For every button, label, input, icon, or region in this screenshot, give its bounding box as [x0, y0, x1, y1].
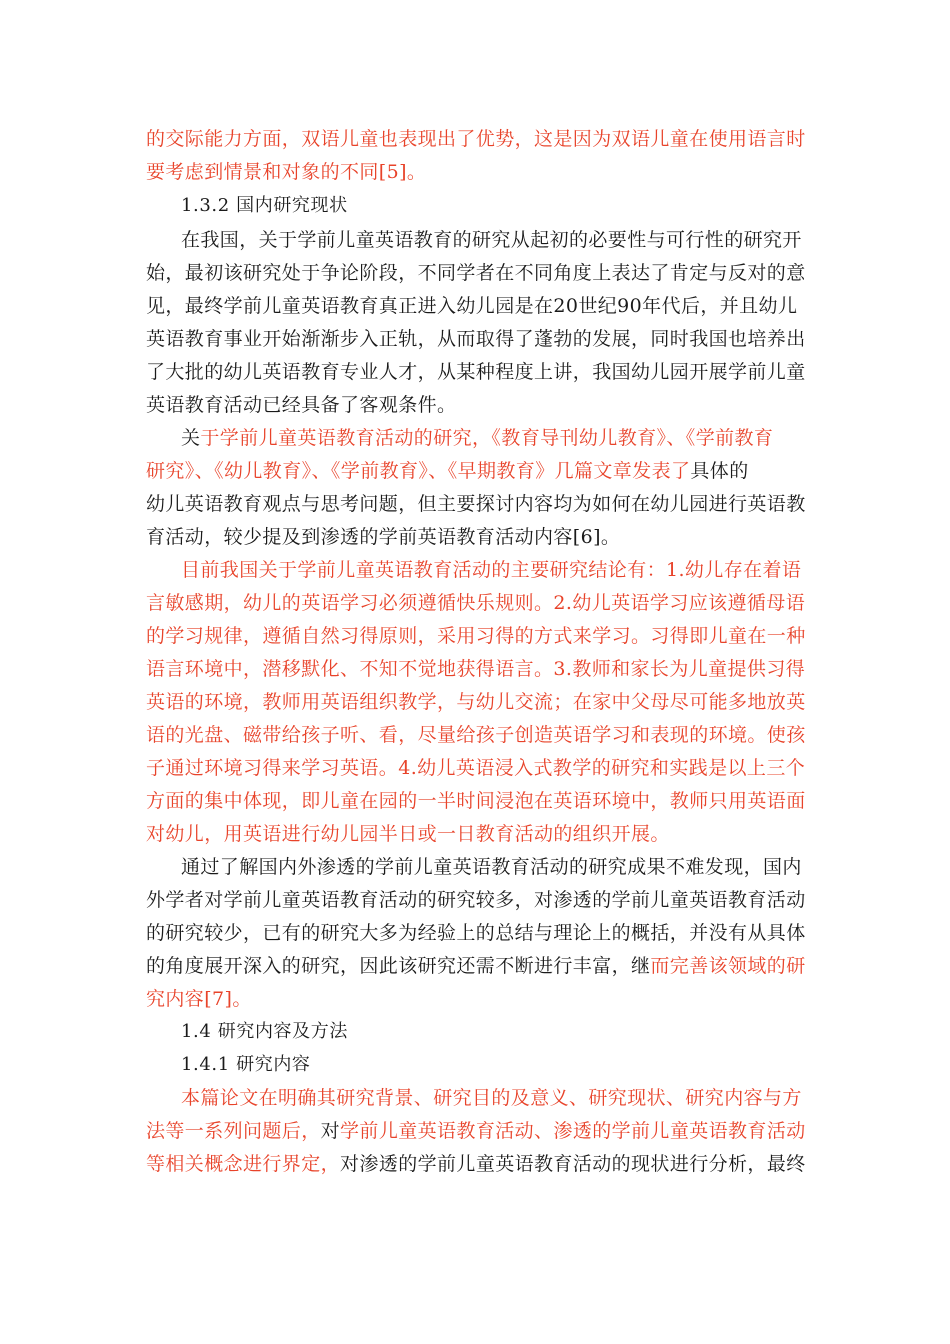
text-line [146, 624, 806, 648]
text-line [181, 558, 801, 582]
highlighted-text: 学前儿童英语教育活动、渗透的学前儿童英语教育活动 [340, 1120, 806, 1142]
highlighted-text: 方面的集中体现，即儿童在园的一半时间浸泡在英语环境中，教师只用英语面 [146, 790, 806, 812]
text-line [146, 657, 805, 681]
text-line [146, 294, 797, 318]
subsection-heading [181, 1053, 311, 1077]
highlighted-text: 本篇论文在明确其研究背景、研究目的及意义、研究现状、研究内容与方 [181, 1087, 802, 1109]
text-line [146, 261, 806, 285]
highlighted-text: 而完善该领域的研 [650, 955, 806, 977]
text-line [146, 954, 806, 978]
highlighted-text: 等相关概念进行界定， [146, 1153, 341, 1175]
heading-text: 1.4 研究内容及方法 [181, 1021, 348, 1042]
highlighted-text: 于学前儿童英语教育活动的研究，《教育导刊幼儿教育》、《学前教育 [200, 427, 774, 449]
body-text: 幼儿英语教育观点与思考问题，但主要探讨内容均为如何在幼儿园进行英语教 [146, 493, 806, 515]
text-line [146, 1152, 806, 1176]
text-line [146, 127, 806, 151]
text-line [146, 360, 806, 384]
text-line [146, 888, 806, 912]
body-text: 外学者对学前儿童英语教育活动的研究较多，对渗透的学前儿童英语教育活动 [146, 889, 806, 911]
text-line [146, 327, 806, 351]
body-text: 对渗透的学前儿童英语教育活动的现状进行分析，最终 [340, 1153, 806, 1175]
body-text: 育活动，较少提及到渗透的学前英语教育活动内容[6]。 [146, 526, 621, 548]
text-line [146, 690, 806, 714]
section-heading [181, 1020, 348, 1044]
body-text: 的研究较少，已有的研究大多为经验上的总结与理论上的概括，并没有从具体 [146, 922, 806, 944]
body-text: 具体的 [690, 460, 749, 482]
body-text: 见，最终学前儿童英语教育真正进入幼儿园是在20世纪90年代后，并且幼儿 [146, 295, 798, 317]
body-text: 英语教育事业开始渐渐步入正轨，从而取得了蓬勃的发展，同时我国也培养出 [146, 328, 806, 350]
text-line [146, 921, 806, 945]
highlighted-text: 语言环境中，潜移默化、不知不觉地获得语言。3.教师和家长为儿童提供习得 [146, 658, 806, 680]
body-text: 在我国，关于学前儿童英语教育的研究从起初的必要性与可行性的研究开 [181, 229, 802, 251]
body-text: 英语教育活动已经具备了客观条件。 [146, 394, 457, 416]
text-line [181, 1086, 802, 1110]
text-line [181, 228, 802, 252]
text-line [146, 1119, 806, 1143]
text-line [146, 987, 252, 1011]
highlighted-text: 英语的环境，教师用英语组织教学，与幼儿交流；在家中父母尽可能多地放英 [146, 691, 806, 713]
text-line [146, 492, 806, 516]
body-text: 始，最初该研究处于争论阶段，不同学者在不同角度上表达了肯定与反对的意 [146, 262, 806, 284]
text-line [146, 591, 805, 615]
highlighted-text: 的交际能力方面，双语儿童也表现出了优势，这是因为双语儿童在使用语言时 [146, 128, 806, 150]
text-line [146, 393, 456, 417]
highlighted-text: 的学习规律，遵循自然习得原则，采用习得的方式来学习。习得即儿童在一种 [146, 625, 806, 647]
body-text: 的角度展开深入的研究，因此该研究还需不断进行丰富，继 [146, 955, 651, 977]
highlighted-text: 言敏感期，幼儿的英语学习必须遵循快乐规则。2.幼儿英语学习应该遵循母语 [146, 592, 806, 614]
highlighted-text: 目前我国关于学前儿童英语教育活动的主要研究结论有：1.幼儿存在着语 [181, 559, 802, 581]
text-line [146, 756, 805, 780]
text-line [181, 426, 773, 450]
heading-text: 1.3.2 国内研究现状 [181, 195, 348, 216]
body-text: 关 [181, 427, 201, 449]
highlighted-text: 究内容[7]。 [146, 988, 252, 1010]
section-heading [181, 194, 348, 218]
text-line [146, 525, 620, 549]
highlighted-text: 语的光盘、磁带给孩子听、看，尽量给孩子创造英语学习和表现的环境。使孩 [146, 724, 806, 746]
text-line [181, 855, 802, 879]
highlighted-text: 研究》、《幼儿教育》、《学前教育》、《早期教育》几篇文章发表了 [146, 460, 691, 482]
heading-text: 1.4.1 研究内容 [181, 1054, 311, 1075]
highlighted-text: 法等一系列问题后， [146, 1120, 321, 1142]
text-line [146, 459, 749, 483]
body-text: 通过了解国内外渗透的学前儿童英语教育活动的研究成果不难发现，国内 [181, 856, 802, 878]
text-line [146, 160, 426, 184]
text-line [146, 789, 806, 813]
highlighted-text: 对幼儿，用英语进行幼儿园半日或一日教育活动的组织开展。 [146, 823, 670, 845]
highlighted-text: 要考虑到情景和对象的不同[5]。 [146, 161, 427, 183]
text-line [146, 822, 670, 846]
text-line [146, 723, 806, 747]
highlighted-text: 子通过环境习得来学习英语。4.幼儿英语浸入式教学的研究和实践是以上三个 [146, 757, 806, 779]
body-text: 了大批的幼儿英语教育专业人才，从某种程度上讲，我国幼儿园开展学前儿童 [146, 361, 806, 383]
body-text: 对 [320, 1120, 341, 1142]
